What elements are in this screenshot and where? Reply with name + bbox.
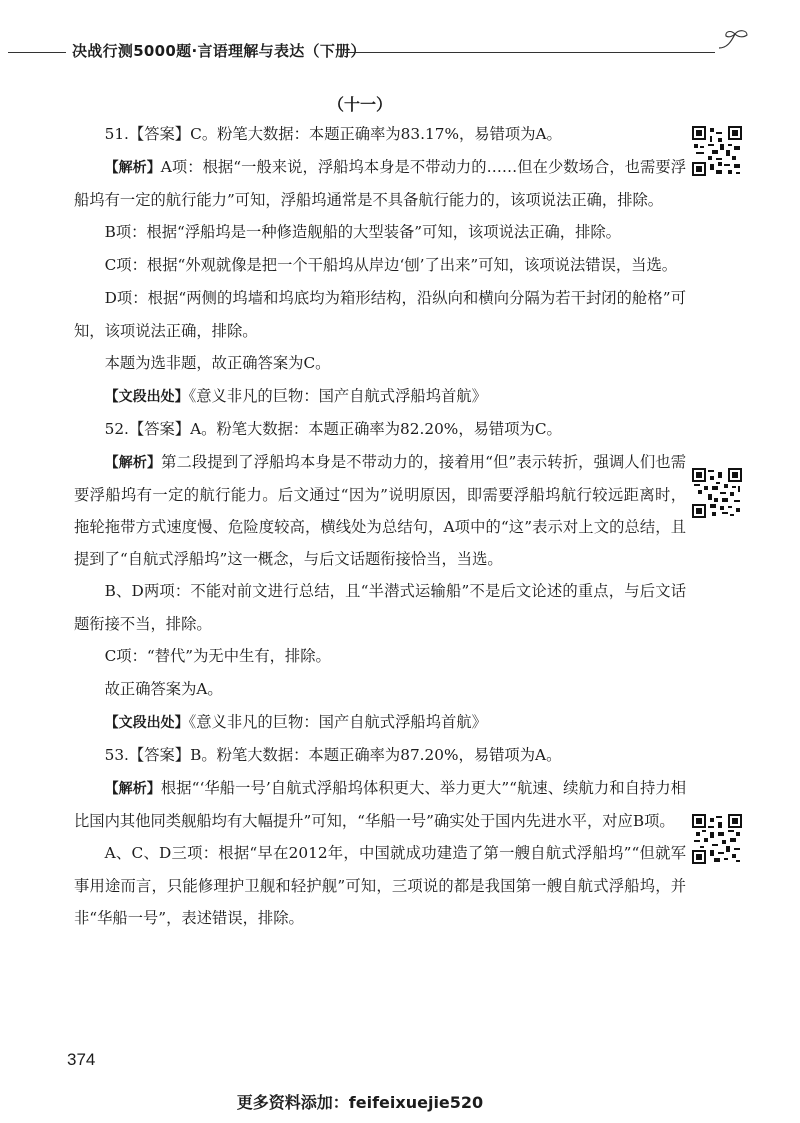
qr-code-53[interactable] xyxy=(692,814,742,864)
option-c-51: C项：根据“外观就像是把一个干船坞从岸边‘刨’了出来”可知，该项说法错误，当选。 xyxy=(104,256,678,274)
answer-52: 52.【答案】A。粉笔大数据：本题正确率为82.20%，易错项为C。 xyxy=(104,420,562,438)
source-51: 【文段出处】《意义非凡的巨物：国产自航式浮船坞首航》 xyxy=(104,387,487,405)
page-header xyxy=(0,38,800,62)
option-acd-53: A、C、D三项：根据“早在2012年，中国就成功建造了第一艘自航式浮船坞”“但就军事用途而言，只能修理护卫舰和轻护舰”可知，三项说的都是我国第一艘自航式浮船坞，并非“华船一号”，表述错误，排除。 xyxy=(74,844,686,927)
header-rule-left xyxy=(8,52,66,53)
option-c-52: C项：“替代”为无中生有，排除。 xyxy=(104,647,331,665)
option-bd-52: B、D两项：不能对前文进行总结，且“半潜式运输船”不是后文论述的重点，与后文话题衔接不当，排除。 xyxy=(74,582,686,633)
option-d-51: D项：根据“两侧的坞墙和坞底均为箱形结构，沿纵向和横向分隔为若干封闭的舱格”可知，该项说法正确，排除。 xyxy=(74,289,686,340)
qr-code-52[interactable] xyxy=(692,468,742,518)
book-title: 决战行测5000题·言语理解与表达（下册） xyxy=(72,42,366,60)
sprout-icon xyxy=(717,28,753,52)
analysis-51: 【解析】A项：根据“一般来说，浮船坞本身是不带动力的……但在少数场合，也需要浮船坞有一定的航行能力”可知，浮船坞通常是不具备航行能力的，该项说法正确，排除。 xyxy=(74,158,686,209)
qr-code-51[interactable] xyxy=(692,126,742,176)
analysis-52: 【解析】第二段提到了浮船坞本身是不带动力的，接着用“但”表示转折，强调人们也需要浮船坞有一定的航行能力。后文通过“因为”说明原因，即需要浮船坞航行较远距离时，拖轮拖带方式速度慢、危险度较高，横线处为总结句，A项中的“这”表示对上文的总结，且提到了“自航式浮船坞”这一概念，与后文话题衔接恰当，当选。 xyxy=(74,453,686,568)
page-number: 374 xyxy=(67,1050,96,1069)
source-52: 【文段出处】《意义非凡的巨物：国产自航式浮船坞首航》 xyxy=(104,713,487,731)
option-b-51: B项：根据“浮船坞是一种修造舰船的大型装备”可知，该项说法正确，排除。 xyxy=(104,223,621,241)
header-rule-right xyxy=(345,52,715,53)
section-title: （十一） xyxy=(327,95,392,114)
footer-note: 更多资料添加：feifeixuejie520 xyxy=(236,1093,484,1112)
answer-53: 53.【答案】B。粉笔大数据：本题正确率为87.20%，易错项为A。 xyxy=(104,746,562,764)
conclusion-51: 本题为选非题，故正确答案为C。 xyxy=(104,354,331,372)
answer-51: 51.【答案】C。粉笔大数据：本题正确率为83.17%，易错项为A。 xyxy=(104,125,562,143)
answer-content xyxy=(74,118,686,934)
conclusion-52: 故正确答案为A。 xyxy=(104,680,223,698)
analysis-53: 【解析】根据“‘华船一号’自航式浮船坞体积更大、举力更大”“航速、续航力和自持力相比国内其他同类舰船均有大幅提升”可知，“华船一号”确实处于国内先进水平，对应B项。 xyxy=(74,779,687,830)
